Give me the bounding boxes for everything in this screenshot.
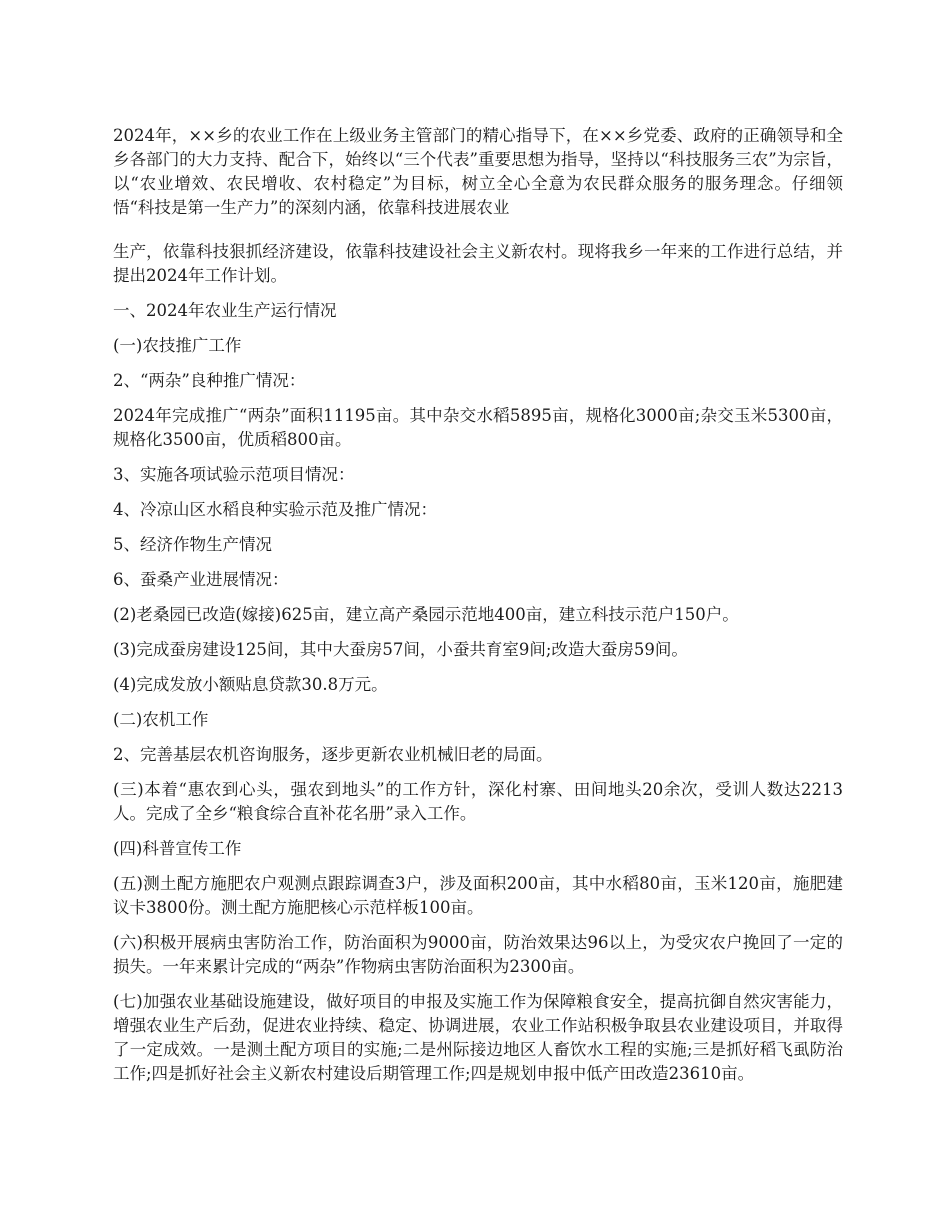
section-heading-1: 一、2024年农业生产运行情况 xyxy=(113,301,337,320)
item-cold-mountain-rice: 4、冷凉山区水稻良种实验示范及推广情况： xyxy=(113,500,437,519)
paragraph-soil-testing: (五)测土配方施肥农户观测点跟踪调查3户，涉及面积200亩，其中水稻80亩，玉米120亩，施肥建议卡3800份。测土配方施肥核心示范样板100亩。 xyxy=(113,874,843,917)
item-mulberry-renovation: (2)老桑园已改造(嫁接)625亩，建立高产桑园示范地400亩，建立科技示范户150户。 xyxy=(113,605,739,624)
item-trial-projects: 3、实施各项试验示范项目情况： xyxy=(113,465,355,484)
item-silkworm-houses: (3)完成蚕房建设125间，其中大蚕房57间，小蚕共育室9间;改造大蚕房59间。 xyxy=(113,640,688,659)
paragraph-intro: 2024年，××乡的农业工作在上级业务主管部门的精心指导下，在××乡党委、政府的正确领导和全乡各部门的大力支持、配合下，始终以“三个代表”重要思想为指导，坚持以“科技服务三农”为宗旨，以“农业增效、农民增收、农村稳定”为目标，树立全心全意为农民群众服务的服务理念。仔细领悟“科技是第一生产力”的深刻内涵，依靠科技进展农业 xyxy=(113,126,843,217)
subsection-heading-machinery: (二)农机工作 xyxy=(113,710,209,729)
paragraph-infrastructure: (七)加强农业基础设施建设，做好项目的申报及实施工作为保障粮食安全，提高抗御自然灾害能力，增强农业生产后劲，促进农业持续、稳定、协调进展，农业工作站积极争取县农业建设项目，并取得了一定成效。一是测土配方项目的实施;二是州际接边地区人畜饮水工程的实施;三是抓好稻飞虱防治工作;四是抓好社会主义新农村建设后期管理工作;四是规划申报中低产田改造23610亩。 xyxy=(113,992,843,1083)
item-seed-promotion: 2、“两杂”良种推广情况： xyxy=(113,371,306,390)
item-loans: (4)完成发放小额贴息贷款30.8万元。 xyxy=(113,675,388,694)
item-machinery-service: 2、完善基层农机咨询服务，逐步更新农业机械旧老的局面。 xyxy=(113,745,553,764)
item-sericulture: 6、蚕桑产业进展情况： xyxy=(113,570,289,589)
paragraph-seed-area: 2024年完成推广“两杂”面积11195亩。其中杂交水稻5895亩，规格化3000亩;杂交玉米5300亩，规格化3500亩，优质稻800亩。 xyxy=(113,406,843,449)
subsection-heading-agri-tech: (一)农技推广工作 xyxy=(113,336,242,355)
subsection-heading-science-outreach: (四)科普宣传工作 xyxy=(113,839,242,858)
paragraph-pest-control: (六)积极开展病虫害防治工作，防治面积为9000亩，防治效果达96以上，为受灾农户挽回了一定的损失。一年来累计完成的“两杂”作物病虫害防治面积为2300亩。 xyxy=(113,933,843,976)
document-body xyxy=(113,124,843,1097)
paragraph-training: (三)本着“惠农到心头，强农到地头”的工作方针，深化村寨、田间地头20余次，受训人数达2213人。完成了全乡“粮食综合直补花名册”录入工作。 xyxy=(113,780,843,823)
item-cash-crops: 5、经济作物生产情况 xyxy=(113,535,272,554)
paragraph-intro-continued: 生产，依靠科技狠抓经济建设，依靠科技建设社会主义新农村。现将我乡一年来的工作进行总结，并提出2024年工作计划。 xyxy=(113,242,843,285)
